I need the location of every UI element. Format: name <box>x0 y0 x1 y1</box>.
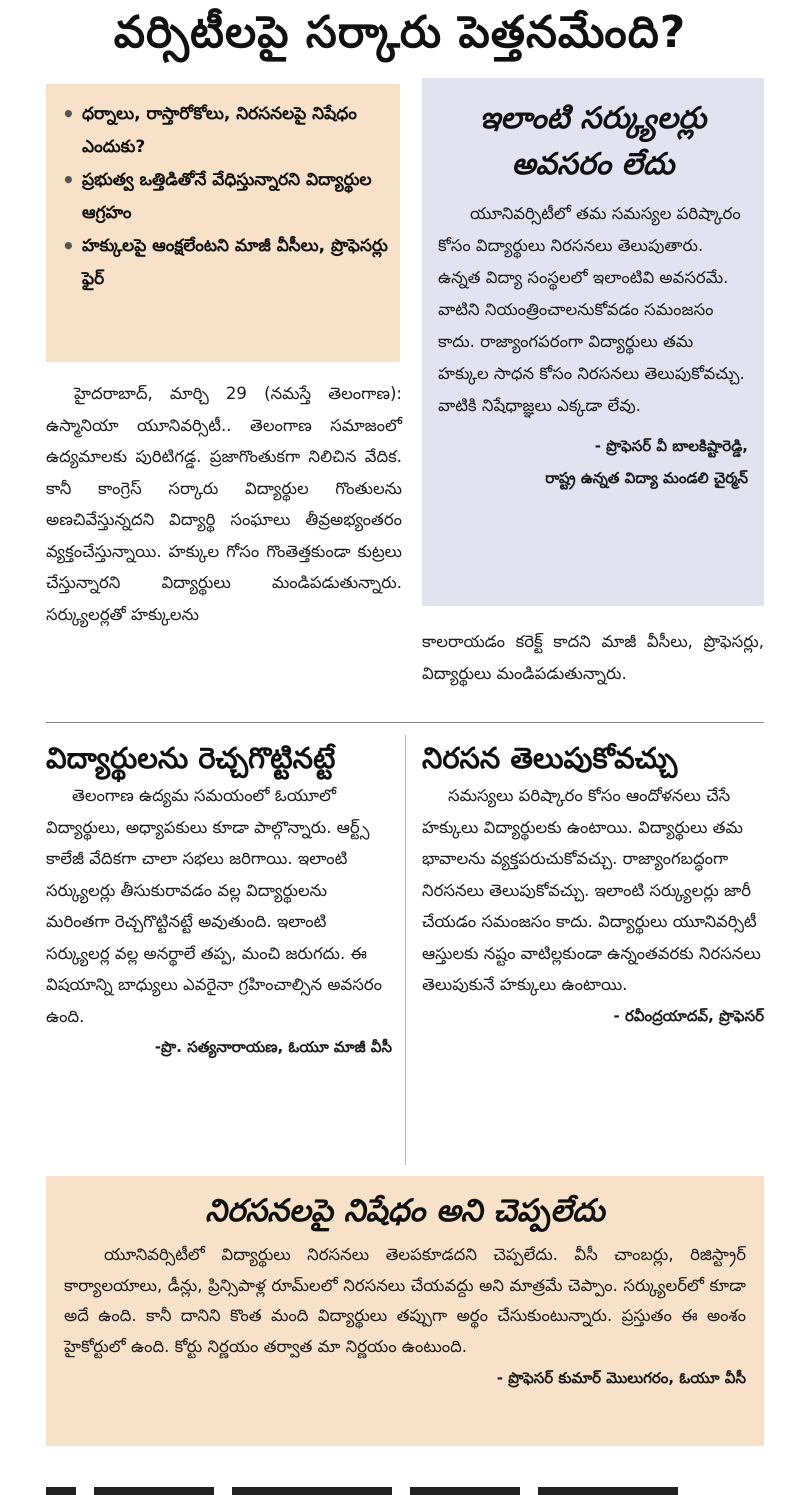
summary-bullets-box <box>46 84 400 362</box>
opinion-column-right <box>422 736 764 1031</box>
next-headline-cutoff <box>46 1470 764 1495</box>
sidebox-signature: - ప్రొఫెసర్ వీ బాలకిష్టారెడ్డి, <box>594 437 748 455</box>
column-body: సమస్యలు పరిష్కారం కోసం ఆందోళనలు చేసే హక్కులు విద్యార్థులకు ఉంటాయి. విద్యార్థులు తమ భావాలను వ్యక్తపరుచుకోవచ్చు. రాజ్యాంగబద్ధంగా నిరసనలు తెలుపుకోవచ్చు. ఇలాంటి సర్క్యులర్లు జారీ చేయడం సమంజసం కాదు. విద్యార్థులు యూనివర్సిటీ ఆస్తులకు నష్టం వాటిల్లకుండా ఉన్నంతవరకు నిరసనలు తెలుపుకునే హక్కులు ఉంటాయి. <box>422 786 761 994</box>
sidebox-body: యూనివర్సిటీలో తమ సమస్యల పరిష్కారం కోసం విద్యార్థులు నిరసనలు తెలుపుతారు. ఉన్నత విద్యా సంస్థలలో ఇలాంటివి అవసరమే. వాటిని నియంత్రించాలనుకోవడం సమంజసం కాదు. రాజ్యాంగపరంగా విద్యార్థులు తమ హక్కుల సాధన కోసం నిరసనలు తెలుపుకోవచ్చు. వాటికి నిషేధాజ్ఞలు ఎక్కడా లేవు. <box>438 204 745 415</box>
column-signature: - రవీంద్రయాదవ్, ప్రొఫెసర్ <box>613 1006 764 1025</box>
column-body: తెలంగాణ ఉద్యమ సమయంలో ఓయూలో విద్యార్థులు, అధ్యాపకులు కూడా పాల్గొన్నారు. ఆర్ట్స్ కాలేజీ వేదికగా చాలా సభలు జరిగాయి. ఇలాంటి సర్క్యులర్లు తీసుకురావడం వల్ల విద్యార్థులను మరింతగా రెచ్చగొట్టినట్టే అవుతుంది. ఇలాంటి సర్క్యులర్ల వల్ల అనర్థాలే తప్ప, మంచి జరుగదు. ఈ విషయాన్ని బాధ్యులు ఎవరైనా గ్రహించాల్సిన అవసరం ఉంది. <box>46 786 382 1026</box>
section-divider <box>46 722 764 723</box>
sidebox-signature-title: రాష్ట్ర ఉన్నత విద్యా మండలి చైర్మన్ <box>545 469 748 487</box>
story-body-left: హైదరాబాద్, మార్చి 29 (నమస్తే తెలంగాణ): ఉస్మానియా యూనివర్సిటీ.. తెలంగాణ సమాజంలో ఉద్యమాలకు పురిటిగడ్డ. ప్రజాగొంతుకగా నిలిచిన వేదిక. కానీ కాంగ్రెస్ సర్కారు విద్యార్థుల గొంతులను అణచివేస్తున్నదని విద్యార్థి సంఘాలు తీవ్రఅభ్యంతరం వ్యక్తంచేస్తున్నాయి. హక్కుల గోసం గొంతెత్తకుండా కుట్రలు చేస్తున్నారని విద్యార్థులు మండిపడుతున్నారు. సర్క్యులర్లతో హక్కులను <box>46 384 402 624</box>
vc-statement-box <box>46 1176 764 1446</box>
summary-bullet: • ధర్నాలు, రాస్తారోకోలు, నిరసనలపై నిషేధం ఎందుకు? <box>60 98 388 164</box>
summary-bullet: • హక్కులపై ఆంక్షలేంటని మాజీ వీసీలు, ప్రొఫెసర్లు ఫైర్ <box>60 230 388 296</box>
column-divider <box>405 735 406 1165</box>
story-body-right: కాలరాయడం కరెక్ట్ కాదని మాజీ వీసీలు, ప్రొఫెసర్లు, విద్యార్థులు మండిపడుతున్నారు. <box>422 632 764 683</box>
quote-sidebox <box>422 78 764 606</box>
summary-bullet: • ప్రభుత్వ ఒత్తిడితోనే వేధిస్తున్నారని విద్యార్థుల ఆగ్రహం <box>60 164 388 230</box>
headline: వర్సిటీలపై సర్కారు పెత్తనమేంది? <box>113 7 687 58</box>
column-title: నిరసన తెలుపుకోవచ్చు <box>422 741 678 775</box>
statement-signature: - ప్రొఫెసర్ కుమార్ మొలుగరం, ఓయూ వీసీ <box>496 1369 746 1387</box>
column-signature: -ప్రొ. సత్యనారాయణ, ఓయూ మాజీ వీసీ <box>154 1038 392 1056</box>
statement-body: యూనివర్సిటీలో విద్యార్థులు నిరసనలు తెలపకూడదని చెప్పలేదు. వీసీ చాంబర్లు, రిజిస్ట్రార్ కార్యాలయాలు, డీన్లు, ప్రిన్సిపాళ్ల రూమ్‌లలో నిరసనలు చేయవద్దు అని మాత్రమే చెప్పాం. సర్క్యులర్‌లో కూడా అదే ఉంది. కానీ దానిని కొంత మంది విద్యార్థులు తప్పుగా అర్థం చేసుకుంటున్నారు. ప్రస్తుతం ఈ అంశం హైకోర్టులో ఉంది. కోర్టు నిర్ణయం తర్వాత మా నిర్ణయం ఉంటుంది. <box>64 1245 746 1356</box>
statement-title: నిరసనలపై నిషేధం అని చెప్పలేదు <box>205 1193 605 1229</box>
sidebox-title: ఇలాంటి సర్క్యులర్లు అవసరం లేదు <box>479 101 707 182</box>
opinion-column-left <box>46 736 392 1062</box>
column-title: విద్యార్థులను రెచ్చగొట్టినట్టే <box>46 741 336 775</box>
